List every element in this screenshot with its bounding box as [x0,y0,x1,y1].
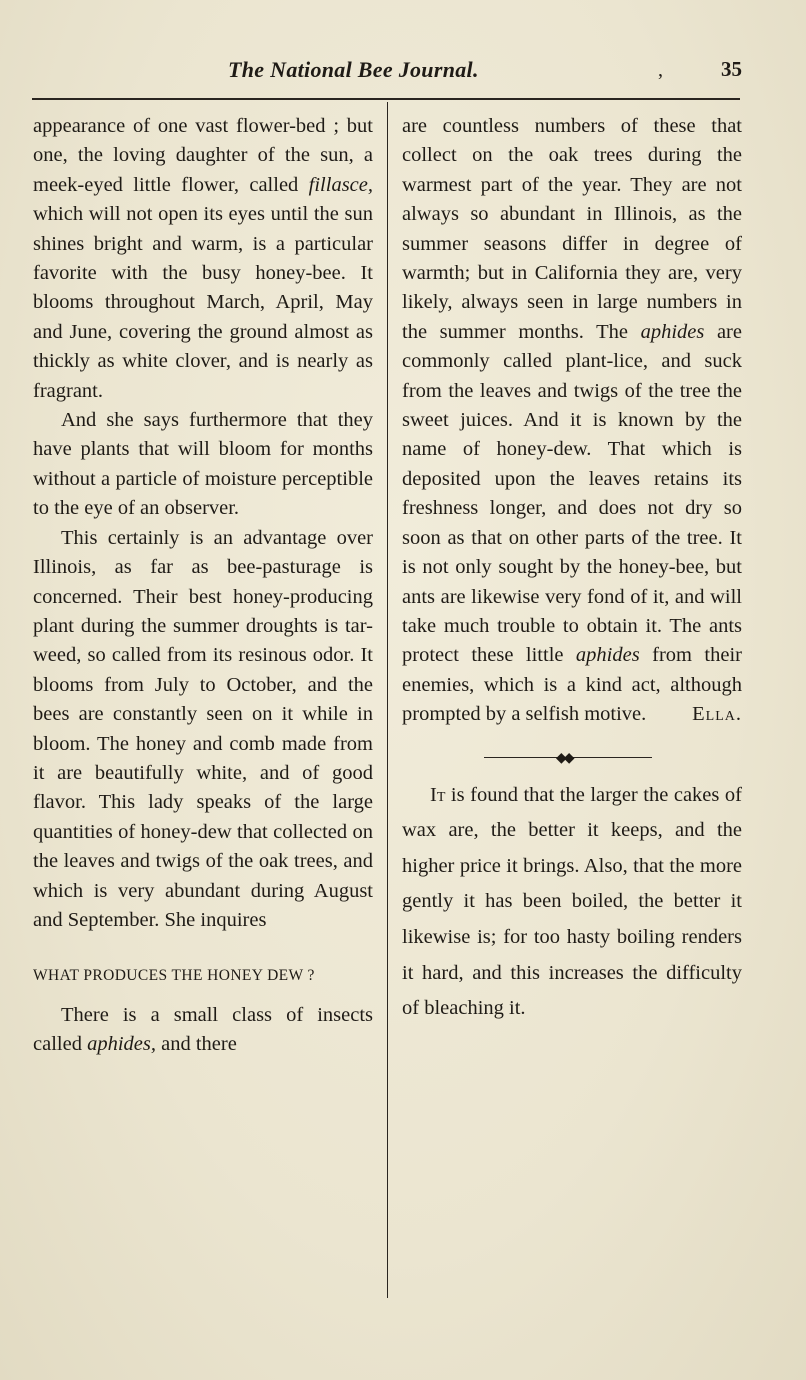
page-number: 35 [721,57,742,81]
italic-term: aphides [575,644,640,667]
italic-term: aphides, [87,1033,156,1056]
paragraph: This certainly is an advantage over Illinois, as far as bee-pasturage is concerned. Their best honey-producing plant during the summer droughts is tar-weed, so called from its resinous odor. It blooms from July to October, and the bees are constantly seen on it while in bloom. The honey and comb made from it are beautifully white, and of good flavor. This lady speaks of the large quantities of honey-dew that collected on the leaves and twigs of the oak trees, and which is very abundant during August and September. She inquires [33,526,373,931]
text-run: from their enemies, which is a kind act, although prompted by a selfish motive. [402,644,742,726]
text-run: which will not open its eyes until the sun shines bright and warm, is a particular favorite with the busy honey-bee. It blooms throughout March, April, May and June, covering the ground almost as thickly as white clover, and is nearly as fragrant. [33,203,373,402]
journal-title: The National Bee Journal. [228,57,479,82]
text-run: There is a small class of insects called [33,1003,373,1056]
text-run: are commonly called plant-lice, and suck from the leaves and twigs of the tree the sweet juices. And it is known by the name of honey-dew. That which is deposited upon the leaves retains its freshness longer, and does not dry so soon as that on other parts of the tree. It is not only sought by the honey-bee, but ants are likewise very fond of it, and will take much trouble to obtain it. The ants protect these little [402,320,742,667]
left-column [33,112,373,1060]
text-run: are countless numbers of these that collect on the oak trees during the warmest part of the year. They are not always so abundant in Illinois, as the summer seasons differ in degree of warmth; but in California they are, very likely, always seen in large numbers in the summer months. The [402,115,742,343]
column-divider [387,102,388,1298]
text-run: is found that the larger the cakes of wax are, the better it keeps, and the higher price it brings. Also, that the more gently it has been boiled, the better it likewise is; for too hasty boiling renders it hard, and this increases the difficulty of bleaching it. [402,783,742,1020]
paragraph [402,112,742,730]
diamond-ornament-icon: ◆◆ [556,750,572,766]
text-run: appearance of one vast flower-bed ; but one, the loving daughter of the sun, a meek-eyed little flower, called [33,115,373,196]
italic-term: fillasce, [308,173,373,196]
author-signature: Ella. [692,703,742,726]
section-subheading: WHAT PRODUCES THE HONEY DEW ? [33,967,315,985]
paragraph [33,1001,373,1060]
header-separator: , [658,59,663,81]
header-rule [32,98,740,100]
italic-term: aphides [640,320,705,343]
right-column [402,112,742,1027]
paragraph [33,112,373,406]
text-run: and there [155,1033,237,1056]
paragraph [402,778,742,1027]
lead-word: It [430,783,446,806]
paragraph: And she says furthermore that they have plants that will bloom for months without a particle of moisture perceptible to the eye of an observer. [33,409,373,520]
running-header [30,55,742,91]
section-divider-ornament [402,742,742,772]
